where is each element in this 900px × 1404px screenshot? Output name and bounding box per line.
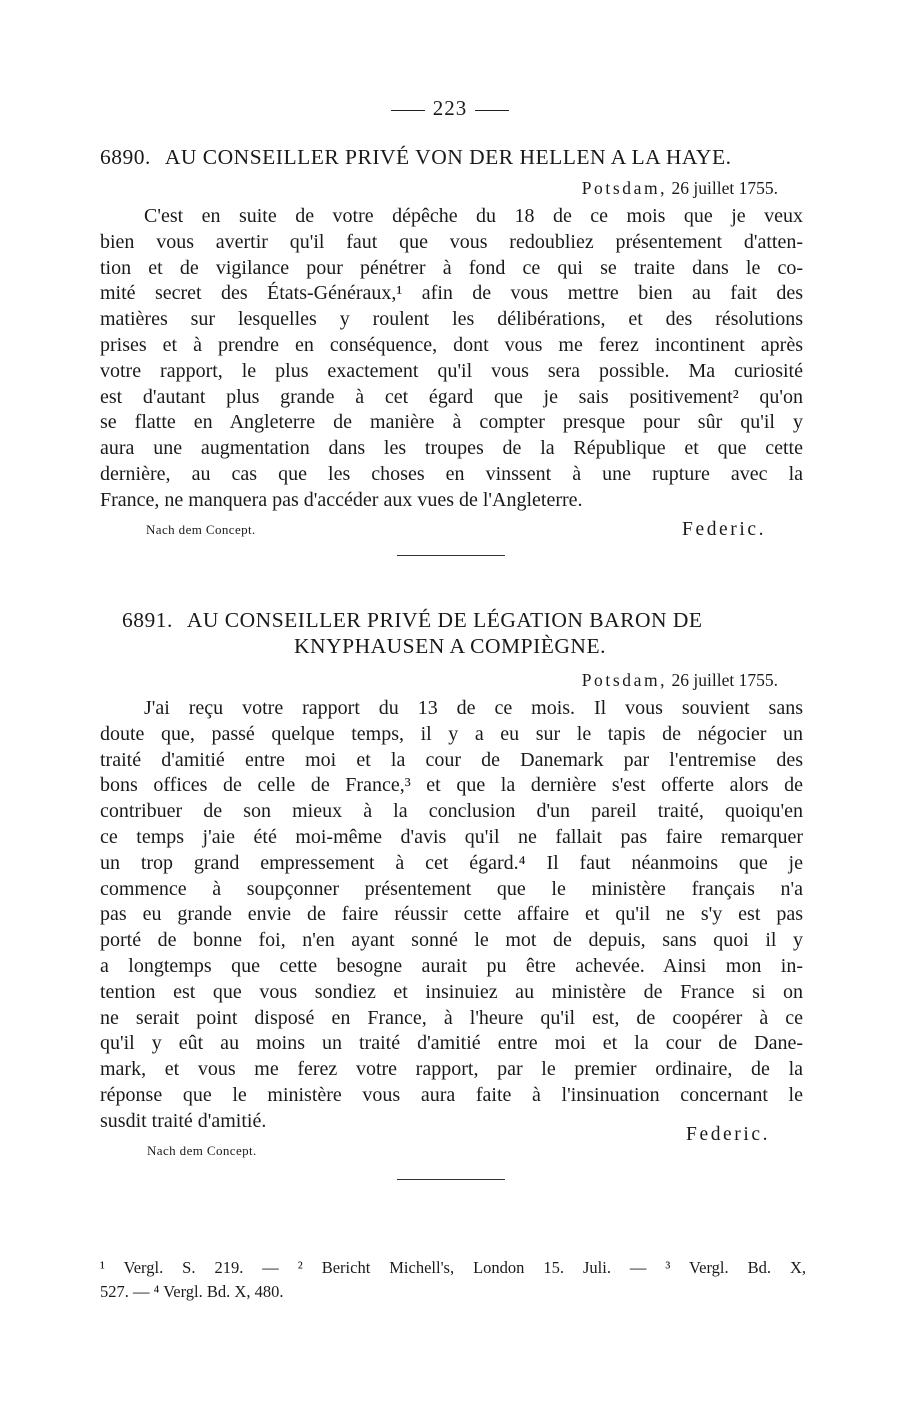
body-line: se flatte en Angleterre de manière à compter presque pour sûr qu'il y (100, 411, 803, 434)
letter2-date: 26 juillet 1755. (671, 670, 778, 690)
letter1-signature: Federic. (682, 519, 767, 540)
body-line: un trop grand empressement à cet égard.⁴ Il faut néanmoins que je (100, 851, 803, 874)
footnotes (100, 1256, 806, 1304)
body-line: bons offices de celle de France,³ et que la dernière s'est offerte alors de (100, 774, 803, 797)
letter2-dateline (582, 670, 778, 691)
body-line: ne serait point disposé en France, à l'heure qu'il est, de coopérer à ce (100, 1006, 803, 1029)
body-line: France, ne manquera pas d'accéder aux vues de l'Angleterre. (100, 488, 583, 511)
body-line: a longtemps que cette besogne aurait pu être achevée. Ainsi mon in- (100, 954, 803, 977)
letter1-source-note: Nach dem Concept. (146, 522, 256, 537)
body-line: J'ai reçu votre rapport du 13 de ce mois. Il vous souvient sans (144, 697, 803, 719)
body-line: mité secret des États-Généraux,¹ afin de vous mettre bien au fait des (100, 282, 803, 305)
letter2-heading-line2 (0, 633, 900, 660)
body-line: réponse que le ministère vous aura faite à l'insinuation concernant le (100, 1083, 803, 1106)
page-number (0, 96, 900, 121)
body-line: C'est en suite de votre dépêche du 18 de ce mois que je veux (144, 205, 803, 227)
page-number-text: 223 (432, 96, 468, 120)
body-line: tion et de vigilance pour pénétrer à fond ce qui se traite dans le co- (100, 256, 803, 279)
body-line: dernière, au cas que les choses en vinssent à une rupture avec la (100, 462, 803, 485)
letter2-signature: Federic. (686, 1124, 771, 1145)
page-number-dash-right (475, 110, 509, 111)
body-line: doute que, passé quelque temps, il y a eu sur le tapis de négocier un (100, 722, 803, 745)
body-line: porté de bonne foi, n'en ayant sonné le mot de depuis, sans quoi il y (100, 929, 803, 952)
footnote-line: ¹ Vergl. S. 219. — ² Bericht Michell's, London 15. Juli. — ³ Vergl. Bd. X, (100, 1258, 806, 1277)
body-line: qu'il y eût au moins un traité d'amitié entre moi et la cour de Dane- (100, 1032, 803, 1055)
letter1-dateline (582, 178, 778, 199)
letter2-place: Potsdam, (581, 670, 668, 690)
body-line: aura une augmentation dans les troupes de la République et que cette (100, 437, 803, 460)
body-line: prises et à prendre en conséquence, dont vous me ferez incontinent après (100, 333, 803, 356)
body-line: matières sur lesquelles y roulent les délibérations, et des résolutions (100, 308, 803, 331)
footnote-line: 527. — ⁴ Vergl. Bd. X, 480. (100, 1282, 284, 1301)
page-number-dash-left (391, 110, 425, 111)
letter1-date: 26 juillet 1755. (671, 178, 778, 198)
letter2-heading-line1 (122, 607, 703, 634)
body-line: susdit traité d'amitié. (100, 1109, 267, 1132)
body-line: est d'autant plus grande à cet égard que je sais positivement² qu'on (100, 385, 803, 408)
body-line: contribuer de son mieux à la conclusion d'un pareil traité, quoiqu'en (100, 800, 803, 823)
footnote-divider (397, 1179, 505, 1180)
body-line: mark, et vous me ferez votre rapport, par le premier ordinaire, de la (100, 1058, 803, 1081)
letter1-body (100, 204, 803, 514)
body-line: traité d'amitié entre moi et la cour de Danemark par l'entremise des (100, 748, 803, 771)
body-line: tention est que vous sondiez et insinuiez au ministère de France si on (100, 980, 803, 1003)
letter1-heading (100, 144, 731, 171)
letter1-number: 6890. (100, 145, 151, 169)
letter2-number: 6891. (122, 608, 173, 632)
letter2-source-note: Nach dem Concept. (147, 1143, 257, 1158)
letter1-title: AU CONSEILLER PRIVÉ VON DER HELLEN A LA HAYE. (164, 145, 732, 169)
letter2-title-line2: KNYPHAUSEN A COMPIÈGNE. (294, 634, 606, 658)
body-line: commence à soupçonner présentement que le ministère français n'a (100, 877, 803, 900)
body-line: bien vous avertir qu'il faut que vous redoubliez présentement d'atten- (100, 230, 803, 253)
body-line: votre rapport, le plus exactement qu'il vous sera possible. Ma curiosité (100, 359, 803, 382)
letter1-place: Potsdam, (581, 178, 668, 198)
body-line: pas eu grande envie de faire réussir cette affaire et qu'il ne s'y est pas (100, 903, 803, 926)
letter2-title-line1: AU CONSEILLER PRIVÉ DE LÉGATION BARON DE (186, 608, 703, 632)
section-divider (397, 555, 505, 556)
body-line: ce temps j'aie été moi-même d'avis qu'il ne fallait pas faire remarquer (100, 825, 803, 848)
letter2-body (100, 696, 803, 1135)
